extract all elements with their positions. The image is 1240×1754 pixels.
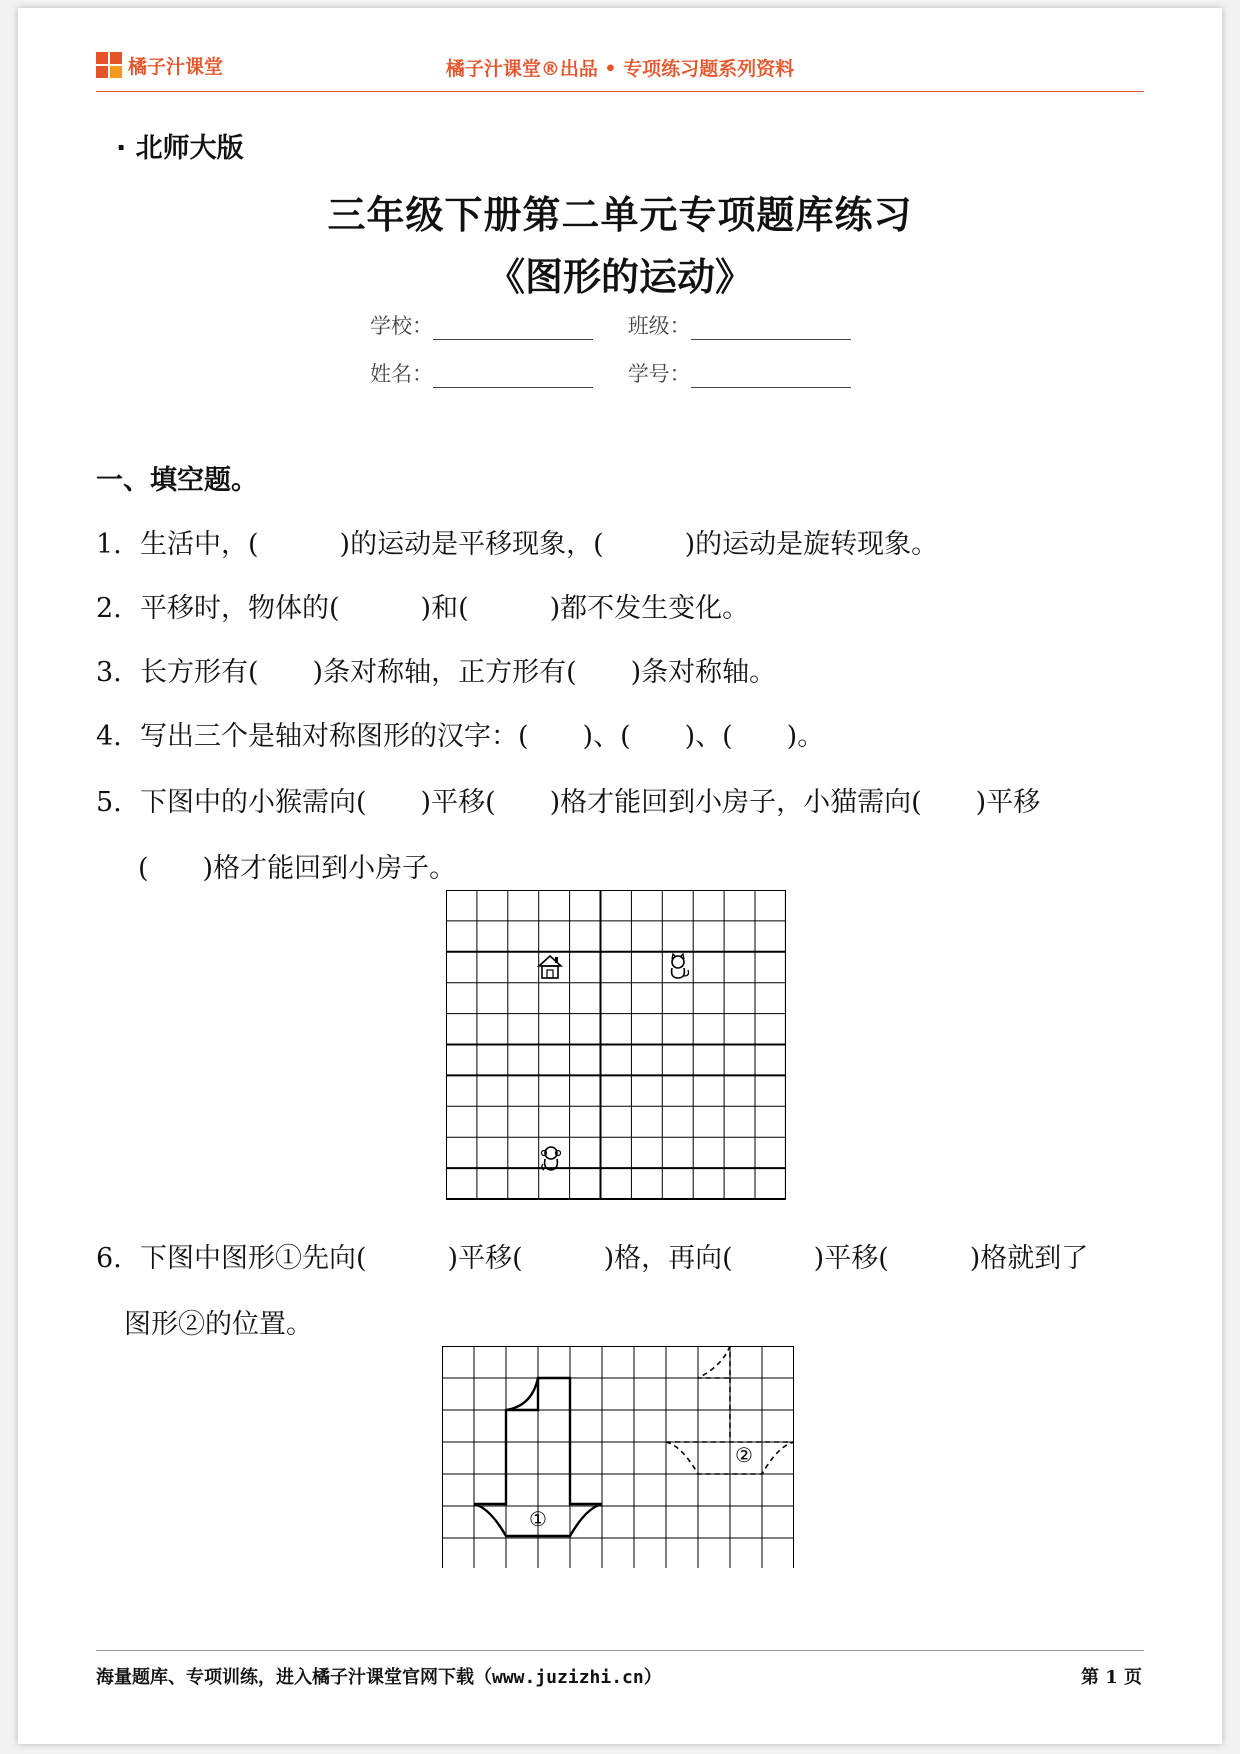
info-row-1 bbox=[370, 310, 879, 340]
question-number: 5. bbox=[96, 787, 122, 818]
class-blank[interactable] bbox=[691, 317, 851, 340]
question-number: 1. bbox=[96, 529, 122, 560]
question-number: 3. bbox=[96, 657, 122, 688]
class-label: 班级： bbox=[627, 314, 691, 338]
question-number: 4. bbox=[96, 721, 122, 752]
question-6-continued: 图形②的位置。 bbox=[124, 1309, 313, 1340]
name-blank[interactable] bbox=[433, 365, 593, 388]
name-field[interactable] bbox=[370, 358, 593, 388]
info-row-2 bbox=[370, 358, 879, 388]
school-blank[interactable] bbox=[433, 317, 593, 340]
shape-2-label: ② bbox=[735, 1443, 753, 1467]
name-label: 姓名： bbox=[370, 362, 433, 386]
question-number: 6. bbox=[96, 1243, 122, 1274]
question-5 bbox=[96, 780, 1040, 819]
class-field[interactable] bbox=[628, 310, 851, 340]
school-label: 学校： bbox=[370, 314, 433, 338]
brand-name: 橘子汁课堂 bbox=[128, 55, 224, 78]
worksheet-page bbox=[18, 8, 1222, 1744]
page-title: 三年级下册第二单元专项题库练习 bbox=[327, 193, 913, 237]
header-title: 橘子汁课堂®出品 • 专项练习题系列资料 bbox=[445, 58, 795, 80]
grid-figure-1 bbox=[446, 890, 786, 1206]
header-divider bbox=[96, 91, 1144, 92]
question-text: 写出三个是轴对称图形的汉字：( )、( )、( )。 bbox=[140, 721, 825, 752]
question-5-continued: ( )格才能回到小房子。 bbox=[138, 853, 457, 884]
section-heading: 一、填空题。 bbox=[96, 465, 258, 496]
question-1 bbox=[96, 522, 938, 561]
page-subtitle: 《图形的运动》 bbox=[486, 255, 753, 299]
footer-text: 海量题库、专项训练，进入橘子汁课堂官网下载（www.juzizhi.cn） bbox=[96, 1667, 662, 1688]
question-2 bbox=[96, 586, 749, 625]
question-text: 下图中图形①先向( )平移( )格，再向( )平移( )格就到了 bbox=[140, 1243, 1089, 1274]
cat-icon bbox=[672, 954, 689, 978]
number-field[interactable] bbox=[628, 358, 851, 388]
question-6 bbox=[96, 1236, 1088, 1275]
grid-lines bbox=[446, 890, 786, 1199]
question-text: 生活中，( )的运动是平移现象，( )的运动是旋转现象。 bbox=[140, 529, 939, 560]
edition-label: · 北师大版 bbox=[116, 133, 244, 164]
question-text: 下图中的小猴需向( )平移( )格才能回到小房子，小猫需向( )平移 bbox=[140, 787, 1041, 818]
house-icon bbox=[539, 956, 561, 978]
question-3 bbox=[96, 650, 776, 689]
number-blank[interactable] bbox=[691, 365, 851, 388]
question-number: 2. bbox=[96, 593, 122, 624]
monkey-icon bbox=[542, 1147, 561, 1170]
question-text: 平移时，物体的( )和( )都不发生变化。 bbox=[140, 593, 750, 624]
shape-1-label: ① bbox=[529, 1507, 547, 1531]
grid-figure-2 bbox=[442, 1346, 794, 1568]
number-label: 学号： bbox=[627, 362, 691, 386]
question-4 bbox=[96, 714, 824, 753]
question-text: 长方形有( )条对称轴，正方形有( )条对称轴。 bbox=[140, 657, 777, 688]
school-field[interactable] bbox=[370, 310, 593, 340]
page-number: 第 1 页 bbox=[1080, 1667, 1142, 1688]
footer-divider bbox=[96, 1650, 1144, 1651]
